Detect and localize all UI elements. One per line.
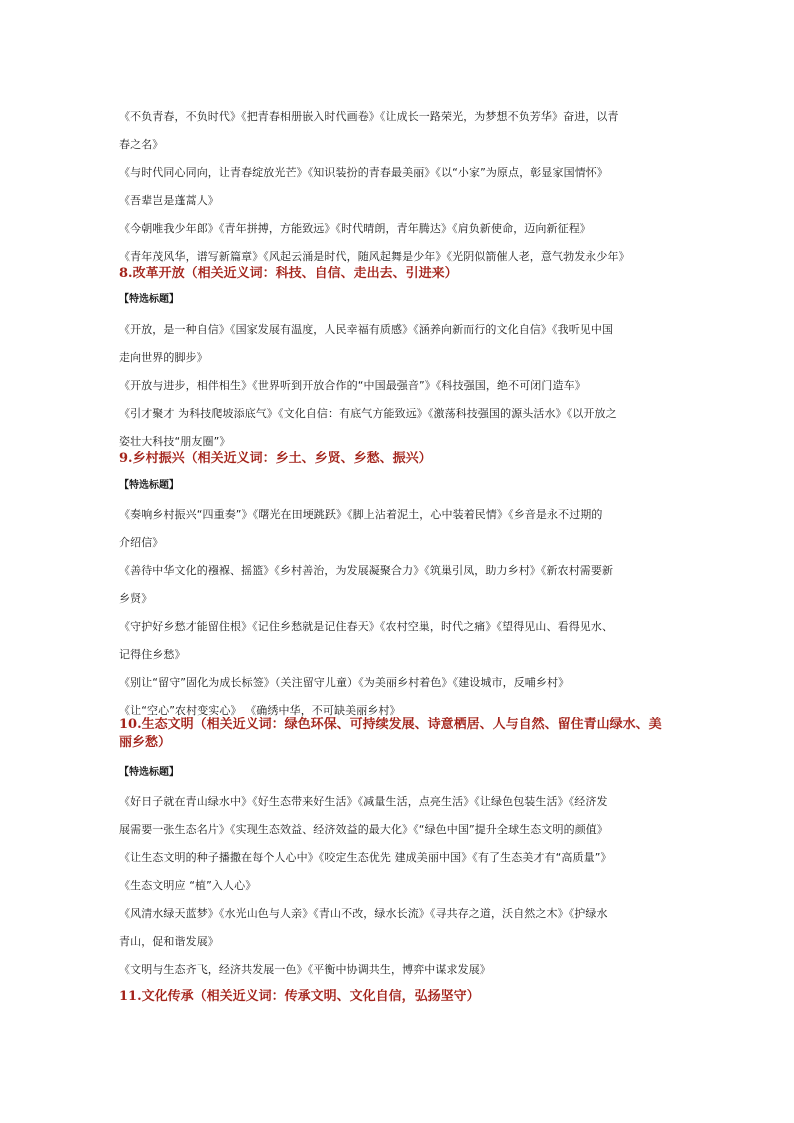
text-line: 《文明与生态齐飞，经济共发展一色》《平衡中协调共生，博弈中谋求发展》 [119, 963, 491, 976]
section-subheading: 【特选标题】 [119, 480, 179, 491]
text-line: 展需要一张生态名片》《实现生态效益、经济效益的最大化》《“绿色中国”提升全球生态文明的颜值》 [119, 823, 608, 836]
section-heading-9: 9.乡村振兴（相关近义词：乡土、乡贤、乡愁、振兴） [119, 451, 432, 466]
text-line: 乡贤》 [119, 592, 153, 605]
section-heading-10: 10.生态文明（相关近义词：绿色环保、可持续发展、诗意栖居、人与自然、留住青山绿水、美 [119, 717, 662, 732]
text-line: 《今朝唯我少年郎》《青年拼搏，方能致远》《时代晴朗，青年腾达》《肩负新使命，迈向新征程》 [119, 222, 591, 235]
text-line: 《生态文明应 “植”入人心》 [119, 879, 257, 892]
text-line: 《好日子就在青山绿水中》《好生态带来好生活》《减量生活，点亮生活》《让绿色包装生活》《经济发 [119, 795, 608, 808]
text-line: 《开放与进步，相伴相生》《世界听到开放合作的“中国最强音”》《科技强国，绝不可闭门造车》 [119, 379, 586, 392]
text-line: 《青年茂风华，谱写新篇章》《风起云涌是时代，随风起舞是少年》《光阴似箭催人老，意气勃发永少年》 [119, 250, 630, 263]
text-line: 介绍信》 [119, 536, 164, 549]
text-line: 《风清水绿天蓝梦》《水光山色与人亲》《青山不改，绿水长流》《寻共存之道，沃自然之木》《护绿水 [119, 907, 608, 920]
text-line: 《善待中华文化的襁褓、摇篮》《乡村善治，为发展凝聚合力》《筑巢引凤，助力乡村》《新农村需要新 [119, 564, 614, 577]
text-line: 《开放，是一种自信》《国家发展有温度，人民幸福有质感》《涵养向新而行的文化自信》《我听见中国 [119, 323, 614, 336]
text-line: 《让生态文明的种子播撒在每个人心中》《咬定生态优先 建成美丽中国》《有了生态美才有“高质量”》 [119, 851, 612, 864]
text-line: 《守护好乡愁才能留住根》《记住乡愁就是记住春天》《农村空巢，时代之痛》《望得见山、看得见水、 [119, 620, 614, 633]
text-line: 姿壮大科技“朋友圈”》 [119, 435, 231, 448]
text-line: 《吾辈岂是蓬蒿人》 [119, 194, 219, 207]
section-heading-10-continued: 丽乡愁） [119, 735, 172, 750]
text-line: 《引才聚才 为科技爬坡添底气》《文化自信：有底气方能致远》《激荡科技强国的源头活水》《以开放之 [119, 407, 617, 420]
text-line: 《奏响乡村振兴“四重奏”》《曙光在田埂跳跃》《脚上沾着泥土，心中装着民情》《乡音是永不过期的 [119, 508, 603, 521]
text-line: 《别让“留守”固化为成长标签》（关注留守儿童）《为美丽乡村着色》《建设城市，反哺乡村》 [119, 676, 570, 689]
text-line: 《让“空心”农村变实心》 《确绣中华，不可缺美丽乡村》 [119, 704, 401, 717]
text-line: 记得住乡愁》 [119, 648, 186, 661]
section-subheading: 【特选标题】 [119, 294, 179, 305]
text-line: 春之名》 [119, 138, 164, 151]
text-line: 青山，促和谐发展》 [119, 935, 219, 948]
text-line: 《与时代同心同向，让青春绽放光芒》《知识装扮的青春最美丽》《以“小家”为原点，彰显家国情怀》 [119, 166, 608, 179]
text-line: 走向世界的脚步》 [119, 351, 208, 364]
section-subheading: 【特选标题】 [119, 767, 179, 778]
section-heading-11: 11.文化传承（相关近义词：传承文明、文化自信，弘扬坚守） [119, 989, 480, 1004]
section-heading-8: 8.改革开放（相关近义词：科技、自信、走出去、引进来） [119, 266, 458, 281]
text-line: 《不负青春，不负时代》《把青春相册嵌入时代画卷》《让成长一路荣光，为梦想不负芳华》奋进，以青 [119, 110, 619, 123]
